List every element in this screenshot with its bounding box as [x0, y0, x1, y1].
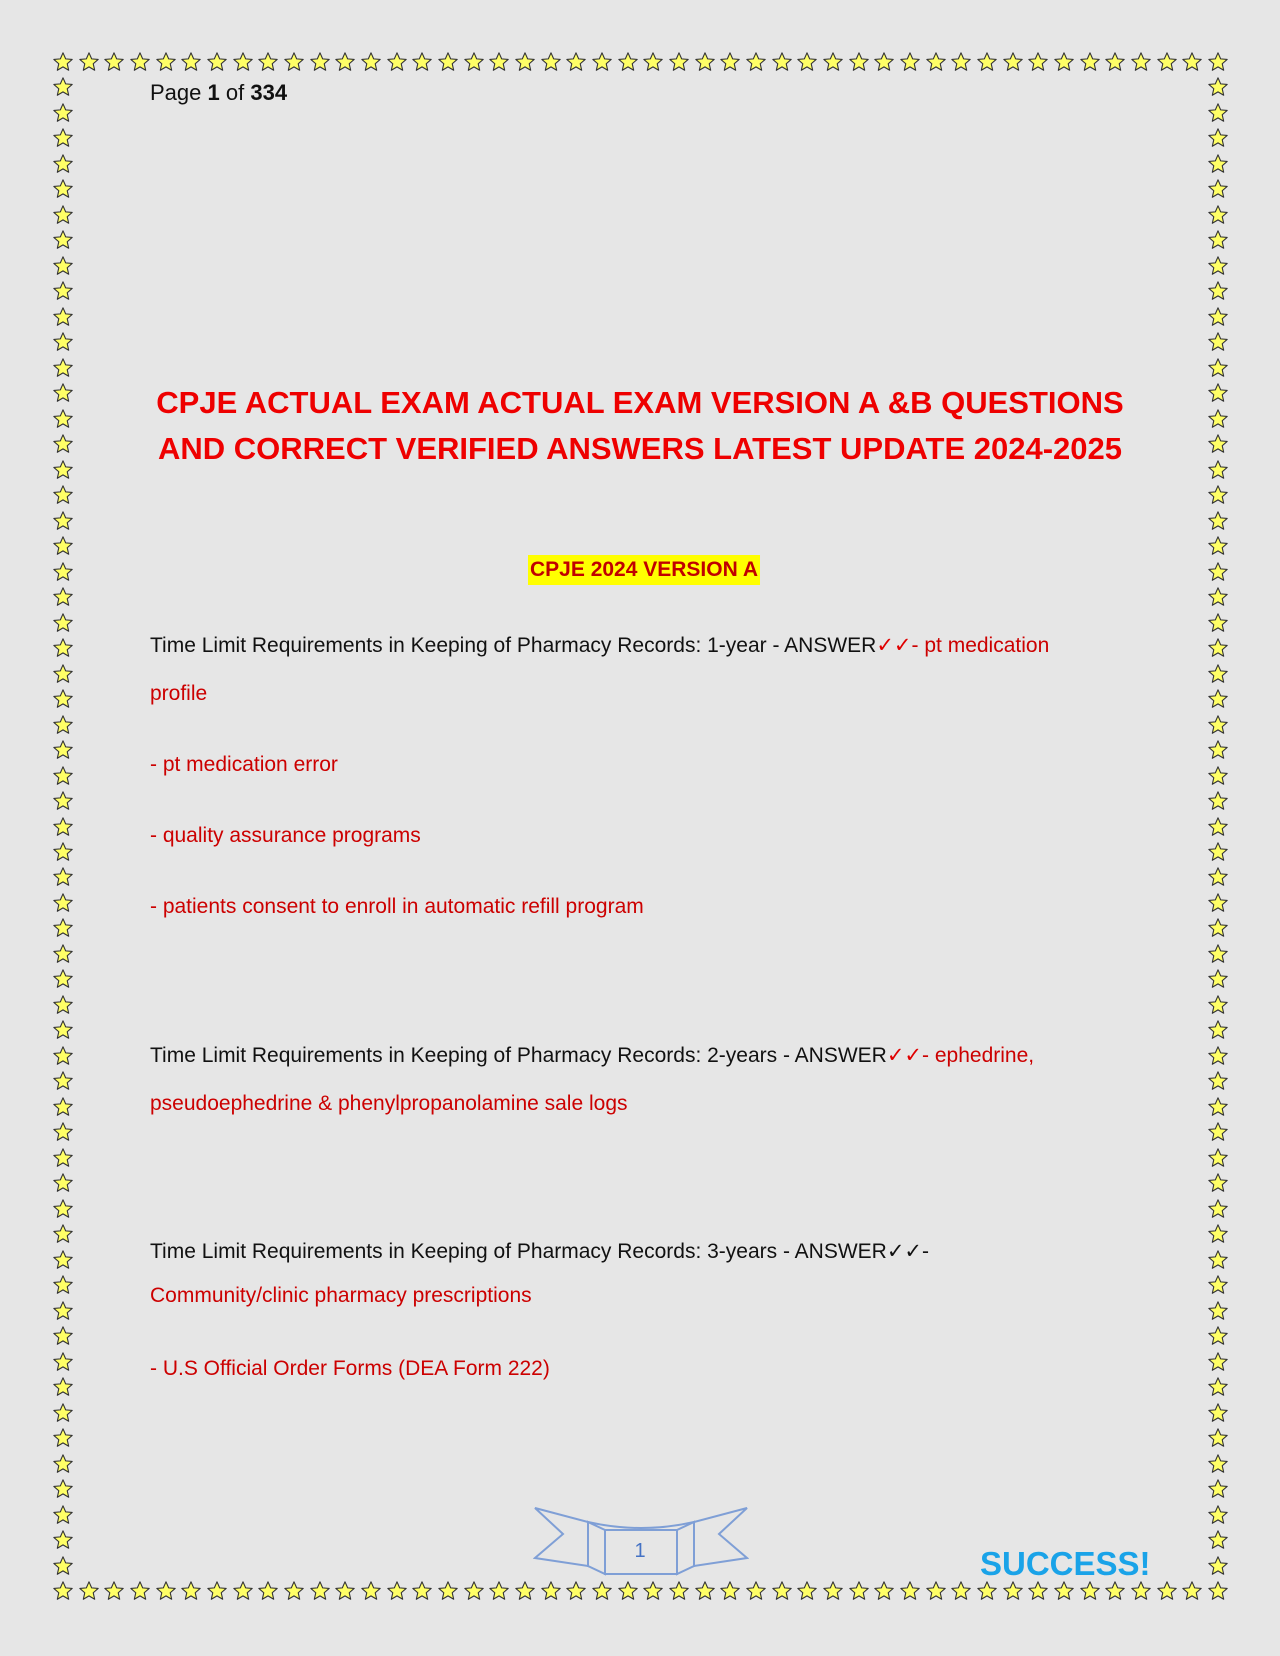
star-icon: [514, 51, 536, 73]
star-icon: [719, 51, 741, 73]
star-icon: [155, 1580, 177, 1602]
answer-bullet: - pt medication error: [150, 753, 338, 776]
star-icon: [52, 1300, 74, 1322]
star-icon: [1207, 968, 1229, 990]
star-icon: [565, 51, 587, 73]
star-icon: [1207, 1504, 1229, 1526]
star-icon: [1207, 586, 1229, 608]
star-icon: [822, 51, 844, 73]
star-icon: [52, 76, 74, 98]
star-icon: [52, 1504, 74, 1526]
star-icon: [1207, 1274, 1229, 1296]
star-icon: [1207, 917, 1229, 939]
star-icon: [540, 1580, 562, 1602]
star-icon: [694, 1580, 716, 1602]
star-icon: [1079, 51, 1101, 73]
star-icon: [1104, 1580, 1126, 1602]
star-icon: [796, 51, 818, 73]
star-icon: [745, 1580, 767, 1602]
star-icon: [52, 1019, 74, 1041]
answer-text: - ephedrine,: [922, 1044, 1035, 1067]
star-icon: [1207, 459, 1229, 481]
star-icon: [52, 1096, 74, 1118]
star-icon: [1156, 51, 1178, 73]
star-icon: [488, 1580, 510, 1602]
star-icon: [976, 51, 998, 73]
star-icon: [52, 484, 74, 506]
star-icon: [1207, 1121, 1229, 1143]
star-icon: [1207, 255, 1229, 277]
star-icon: [52, 1402, 74, 1424]
star-icon: [1207, 1427, 1229, 1449]
star-icon: [1207, 1478, 1229, 1500]
star-icon: [129, 1580, 151, 1602]
star-icon: [1053, 1580, 1075, 1602]
star-icon: [78, 51, 100, 73]
star-icon: [1207, 714, 1229, 736]
star-icon: [52, 663, 74, 685]
star-icon: [52, 102, 74, 124]
star-icon: [52, 841, 74, 863]
star-icon: [1207, 433, 1229, 455]
star-icon: [103, 51, 125, 73]
star-icon: [1207, 663, 1229, 685]
star-icon: [155, 51, 177, 73]
star-icon: [1207, 1198, 1229, 1220]
star-icon: [642, 1580, 664, 1602]
star-icon: [1079, 1580, 1101, 1602]
star-icon: [1207, 765, 1229, 787]
qa-item-1: [150, 622, 1150, 718]
star-icon: [52, 306, 74, 328]
star-icon: [1207, 408, 1229, 430]
star-icon: [309, 51, 331, 73]
star-icon: [52, 994, 74, 1016]
page-counter: Page 1 of 334: [150, 80, 288, 105]
star-icon: [52, 1198, 74, 1220]
star-icon: [1207, 153, 1229, 175]
star-icon: [899, 51, 921, 73]
document-title: [140, 380, 1140, 472]
star-icon: [1207, 1376, 1229, 1398]
star-icon: [386, 51, 408, 73]
answer-bullet: - quality assurance programs: [150, 824, 421, 847]
star-icon: [334, 1580, 356, 1602]
star-icon: [232, 1580, 254, 1602]
star-icon: [1207, 1070, 1229, 1092]
star-icon: [1053, 51, 1075, 73]
question-line: [150, 1032, 1150, 1080]
star-icon: [1181, 51, 1203, 73]
star-icon: [463, 1580, 485, 1602]
star-icon: [1156, 1580, 1178, 1602]
star-icon: [52, 1172, 74, 1194]
star-icon: [52, 331, 74, 353]
star-icon: [873, 51, 895, 73]
star-icon: [283, 51, 305, 73]
star-icon: [1181, 1580, 1203, 1602]
star-icon: [206, 1580, 228, 1602]
star-icon: [360, 1580, 382, 1602]
star-icon: [899, 1580, 921, 1602]
star-icon: [540, 51, 562, 73]
star-icon: [1207, 892, 1229, 914]
star-icon: [1207, 1223, 1229, 1245]
star-icon: [411, 1580, 433, 1602]
star-icon: [1207, 204, 1229, 226]
star-icon: [1207, 1147, 1229, 1169]
star-icon: [1027, 51, 1049, 73]
star-icon: [848, 1580, 870, 1602]
star-icon: [52, 153, 74, 175]
star-icon: [52, 968, 74, 990]
star-icon: [1207, 994, 1229, 1016]
star-icon: [52, 433, 74, 455]
star-icon: [52, 459, 74, 481]
star-icon: [52, 586, 74, 608]
star-icon: [232, 51, 254, 73]
star-icon: [52, 1223, 74, 1245]
star-icon: [1207, 866, 1229, 888]
star-icon: [488, 51, 510, 73]
star-icon: [52, 1351, 74, 1373]
answer-continuation: Community/clinic pharmacy prescriptions: [150, 1284, 532, 1307]
star-icon: [1207, 612, 1229, 634]
star-icon: [1207, 841, 1229, 863]
star-icon: [257, 51, 279, 73]
star-icon: [1207, 306, 1229, 328]
version-tag: CPJE 2024 VERSION A: [528, 555, 760, 585]
star-icon: [591, 1580, 613, 1602]
star-icon: [52, 1325, 74, 1347]
star-icon: [52, 127, 74, 149]
star-icon: [617, 1580, 639, 1602]
star-icon: [1207, 1096, 1229, 1118]
star-icon: [103, 1580, 125, 1602]
star-icon: [1207, 178, 1229, 200]
star-icon: [1207, 790, 1229, 812]
question-text: Time Limit Requirements in Keeping of Pharmacy Records: 3-years - ANSWER: [150, 1240, 887, 1263]
star-icon: [52, 688, 74, 710]
star-icon: [1207, 1300, 1229, 1322]
star-icon: [745, 51, 767, 73]
star-icon: [180, 51, 202, 73]
star-icon: [514, 1580, 536, 1602]
star-icon: [52, 866, 74, 888]
star-icon: [360, 51, 382, 73]
star-icon: [1207, 280, 1229, 302]
check-icon: ✓✓: [886, 1240, 923, 1263]
star-icon: [1207, 943, 1229, 965]
star-icon: [1207, 1402, 1229, 1424]
star-icon: [1207, 1045, 1229, 1067]
star-icon: [52, 1070, 74, 1092]
star-icon: [1130, 1580, 1152, 1602]
star-icon: [309, 1580, 331, 1602]
star-icon: [1207, 561, 1229, 583]
star-icon: [206, 51, 228, 73]
star-icon: [52, 917, 74, 939]
star-icon: [1104, 51, 1126, 73]
star-icon: [1002, 51, 1024, 73]
star-icon: [52, 561, 74, 583]
star-icon: [52, 1580, 74, 1602]
star-icon: [52, 790, 74, 812]
title-line-1: CPJE ACTUAL EXAM ACTUAL EXAM VERSION A &B QUESTIONS: [156, 385, 1124, 420]
star-icon: [52, 204, 74, 226]
answer-bullet: - U.S Official Order Forms (DEA Form 222): [150, 1357, 550, 1380]
question-text: Time Limit Requirements in Keeping of Pharmacy Records: 2-years - ANSWER: [150, 1044, 887, 1067]
star-icon: [52, 280, 74, 302]
star-icon: [771, 1580, 793, 1602]
star-icon: [411, 51, 433, 73]
star-icon: [52, 714, 74, 736]
star-icon: [52, 382, 74, 404]
star-icon: [1207, 1351, 1229, 1373]
star-icon: [1207, 102, 1229, 124]
star-icon: [1207, 1249, 1229, 1271]
star-icon: [1207, 229, 1229, 251]
qa-item-2: [150, 1032, 1150, 1128]
star-icon: [1207, 127, 1229, 149]
star-icon: [1207, 637, 1229, 659]
star-icon: [257, 1580, 279, 1602]
star-icon: [52, 943, 74, 965]
star-icon: [463, 51, 485, 73]
star-icon: [1207, 51, 1229, 73]
answer-continuation: pseudoephedrine & phenylpropanolamine sale logs: [150, 1092, 628, 1115]
star-icon: [52, 1045, 74, 1067]
star-icon: [52, 535, 74, 557]
star-icon: [52, 816, 74, 838]
question-line: [150, 622, 1150, 670]
star-icon: [52, 408, 74, 430]
star-icon: [848, 51, 870, 73]
star-icon: [1002, 1580, 1024, 1602]
star-icon: [1207, 1453, 1229, 1475]
star-icon: [334, 51, 356, 73]
success-label: SUCCESS!: [980, 1545, 1151, 1582]
star-icon: [1207, 535, 1229, 557]
star-icon: [52, 229, 74, 251]
star-icon: [52, 1121, 74, 1143]
star-icon: [950, 1580, 972, 1602]
star-icon: [1207, 739, 1229, 761]
star-icon: [52, 178, 74, 200]
star-icon: [976, 1580, 998, 1602]
star-icon: [52, 1274, 74, 1296]
star-icon: [52, 1147, 74, 1169]
star-icon: [1207, 816, 1229, 838]
star-icon: [822, 1580, 844, 1602]
title-line-2: AND CORRECT VERIFIED ANSWERS LATEST UPDATE 2024-2025: [157, 431, 1123, 466]
star-icon: [694, 51, 716, 73]
star-icon: [52, 892, 74, 914]
star-icon: [52, 510, 74, 532]
answer-text: -: [922, 1240, 930, 1263]
star-icon: [925, 51, 947, 73]
check-icon: ✓✓: [876, 634, 912, 657]
question-line: [150, 1230, 1150, 1274]
qa-item-3: [150, 1230, 1150, 1318]
star-icon: [1207, 331, 1229, 353]
star-icon: [1207, 76, 1229, 98]
answer-continuation: profile: [150, 682, 208, 705]
answer-bullet: - patients consent to enroll in automatic refill program: [150, 895, 644, 918]
star-icon: [642, 51, 664, 73]
check-icon: ✓✓: [886, 1044, 923, 1067]
star-icon: [1130, 51, 1152, 73]
star-icon: [52, 1478, 74, 1500]
star-icon: [1027, 1580, 1049, 1602]
star-icon: [1207, 1172, 1229, 1194]
star-icon: [796, 1580, 818, 1602]
star-icon: [1207, 382, 1229, 404]
answer-text: - pt medication: [911, 634, 1050, 657]
question-text: Time Limit Requirements in Keeping of Pharmacy Records: 1-year - ANSWER: [150, 634, 877, 657]
star-icon: [925, 1580, 947, 1602]
star-icon: [52, 1376, 74, 1398]
star-icon: [771, 51, 793, 73]
star-icon: [129, 51, 151, 73]
star-icon: [1207, 357, 1229, 379]
star-icon: [617, 51, 639, 73]
star-icon: [52, 1427, 74, 1449]
star-icon: [1207, 1019, 1229, 1041]
star-icon: [52, 357, 74, 379]
star-icon: [668, 51, 690, 73]
star-icon: [1207, 1325, 1229, 1347]
star-icon: [591, 51, 613, 73]
star-icon: [873, 1580, 895, 1602]
star-icon: [1207, 484, 1229, 506]
footer-page-number: 1: [634, 1540, 646, 1562]
star-icon: [52, 765, 74, 787]
star-icon: [52, 51, 74, 73]
star-icon: [1207, 688, 1229, 710]
star-icon: [52, 739, 74, 761]
star-icon: [283, 1580, 305, 1602]
star-icon: [437, 51, 459, 73]
star-icon: [52, 637, 74, 659]
star-icon: [668, 1580, 690, 1602]
star-icon: [950, 51, 972, 73]
star-icon: [1207, 510, 1229, 532]
star-icon: [437, 1580, 459, 1602]
star-icon: [1207, 1580, 1229, 1602]
star-icon: [52, 1249, 74, 1271]
star-icon: [565, 1580, 587, 1602]
star-icon: [180, 1580, 202, 1602]
star-icon: [52, 1453, 74, 1475]
star-icon: [52, 255, 74, 277]
star-icon: [52, 612, 74, 634]
star-icon: [386, 1580, 408, 1602]
star-icon: [78, 1580, 100, 1602]
star-icon: [719, 1580, 741, 1602]
